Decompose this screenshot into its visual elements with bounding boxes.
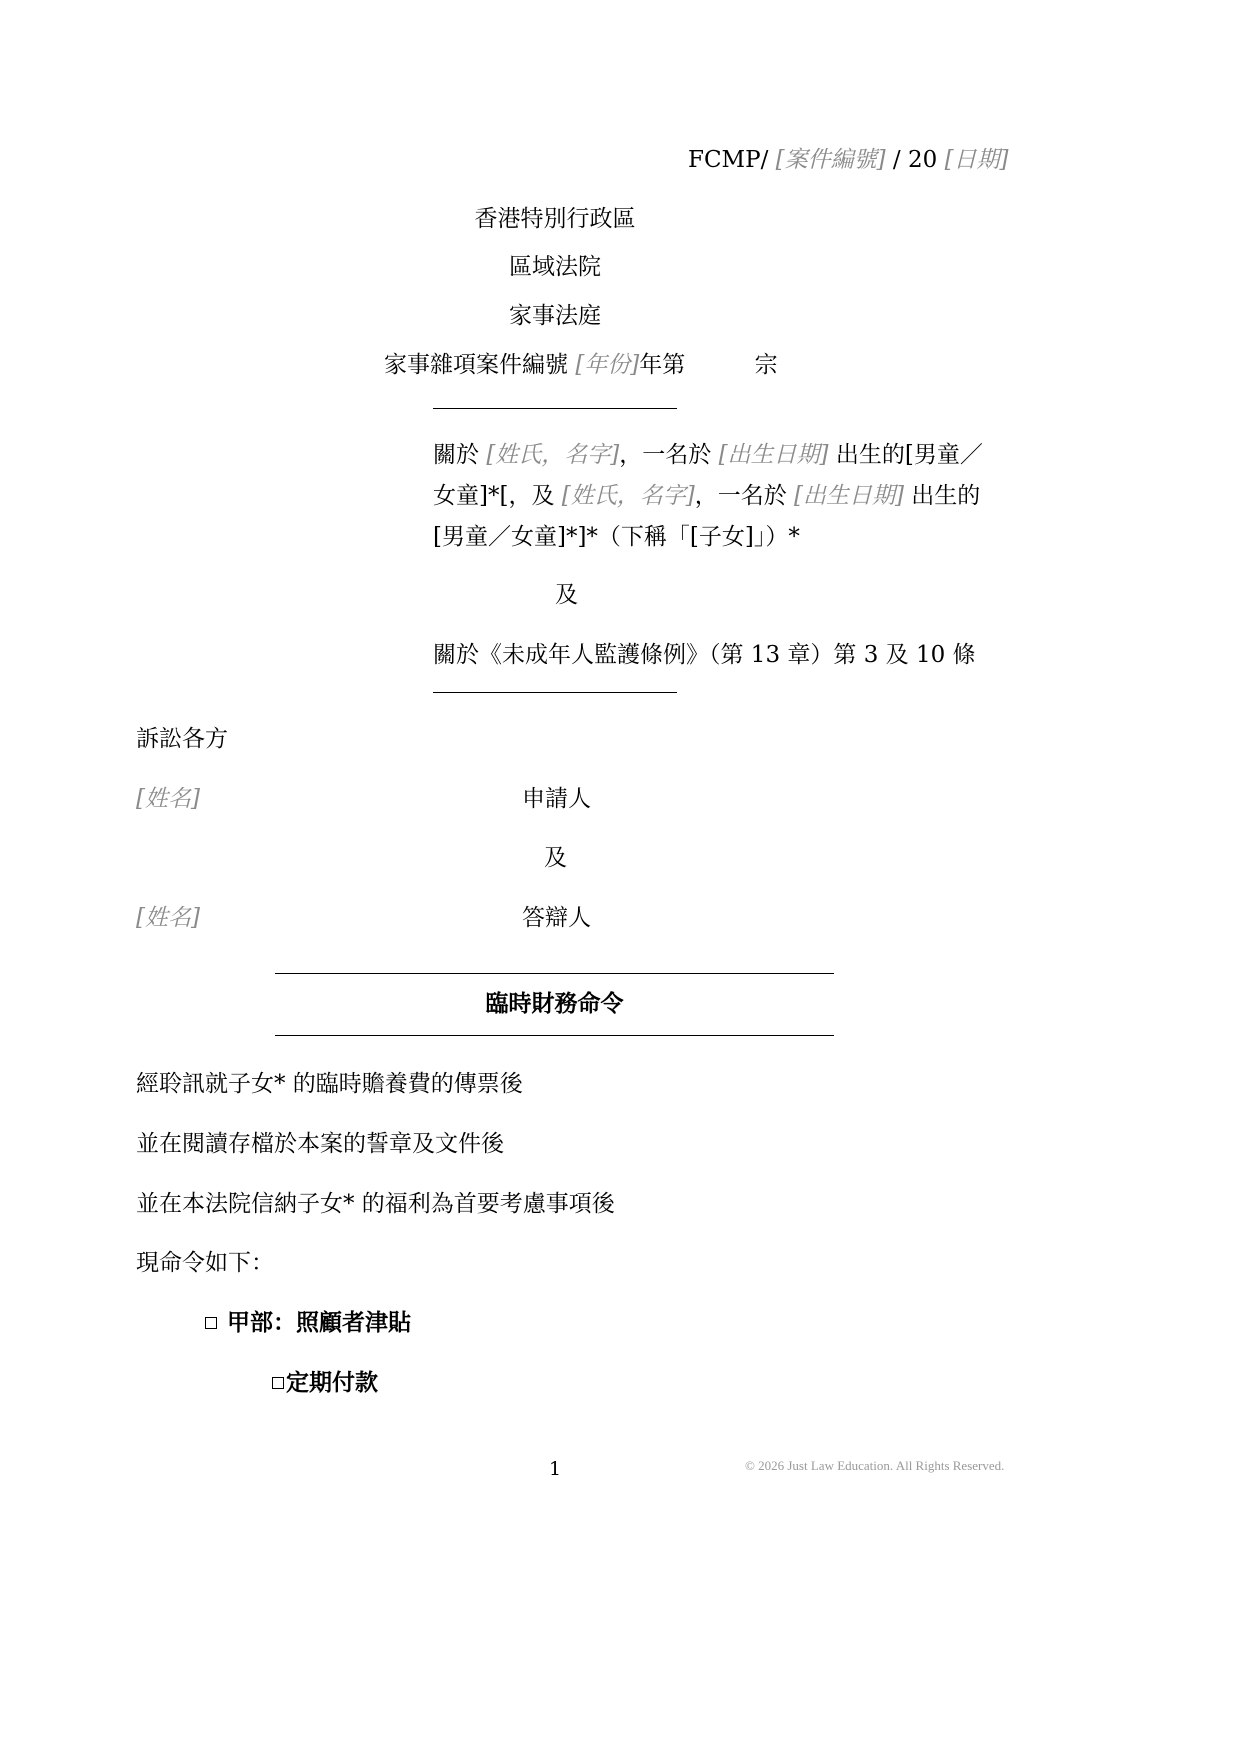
order-intro: 現命令如下： <box>136 1250 274 1276</box>
matter-line-2 <box>433 481 980 511</box>
matter-text: ，一名於 <box>694 483 787 509</box>
case-no-year-placeholder: [年份] <box>575 352 640 378</box>
matter-and: 及 <box>555 582 578 608</box>
child2-dob-placeholder: [出生日期] <box>794 483 904 509</box>
case-no-mid: 年第 <box>639 352 686 378</box>
respondent-role: 答辯人 <box>522 905 591 931</box>
case-no-prefix: 家事雜項案件編號 <box>384 352 568 378</box>
part-a-checkbox[interactable] <box>205 1317 217 1329</box>
case-no-suffix: 宗 <box>754 352 778 378</box>
title-rule-bottom <box>275 1035 834 1036</box>
parties-and: 及 <box>544 845 567 871</box>
matter-text: 關於 <box>433 442 479 468</box>
title-rule-top <box>275 973 834 974</box>
page-number: 1 <box>549 1458 562 1480</box>
ref-prefix: FCMP/ <box>688 147 769 173</box>
recital-hearing: 經聆訊就子女* 的臨時贍養費的傳票後 <box>136 1071 523 1097</box>
matter-line-1 <box>433 440 983 470</box>
order-title: 臨時財務命令 <box>485 990 624 1017</box>
recital-affidavits: 並在閱讀存檔於本案的誓章及文件後 <box>136 1131 504 1157</box>
copyright-notice: © 2026 Just Law Education. All Rights Reserved. <box>745 1458 1005 1473</box>
recital-welfare: 並在本法院信納子女* 的福利為首要考慮事項後 <box>136 1191 615 1217</box>
divider-middle <box>433 692 677 693</box>
part-a-label: 甲部：照顧者津貼 <box>227 1309 411 1336</box>
divider-top <box>433 408 677 409</box>
ref-mid: / 20 <box>892 147 938 173</box>
matter-text: ，一名於 <box>619 442 712 468</box>
child2-name-placeholder: [姓氏，名字] <box>561 483 695 509</box>
child1-dob-placeholder: [出生日期] <box>718 442 829 468</box>
court-division: 家事法庭 <box>509 303 601 329</box>
part-a-option <box>205 1308 411 1338</box>
court-region: 香港特別行政區 <box>474 206 636 232</box>
applicant-name-placeholder: [姓名] <box>136 786 200 812</box>
court-name: 區域法院 <box>509 254 601 280</box>
case-number <box>384 350 778 380</box>
ref-date-placeholder: [日期] <box>944 147 1009 173</box>
applicant-role: 申請人 <box>522 786 591 812</box>
child1-name-placeholder: [姓氏，名字] <box>486 442 620 468</box>
ref-case-placeholder: [案件編號] <box>775 147 886 173</box>
case-reference <box>688 145 1009 175</box>
respondent-name-placeholder: [姓名] <box>136 905 200 931</box>
periodic-payment-checkbox[interactable] <box>272 1377 284 1389</box>
ordinance-line: 關於《未成年人監護條例》（第 13 章）第 3 及 10 條 <box>433 642 976 668</box>
matter-text: 女童]*[，及 <box>433 483 555 509</box>
periodic-payment-label: 定期付款 <box>286 1369 378 1396</box>
matter-line-3: [男童／女童]*]*（下稱「[子女]」）* <box>433 524 800 550</box>
periodic-payment-option <box>272 1368 378 1398</box>
matter-text: 出生的 <box>911 483 981 509</box>
matter-text: 出生的[男童／ <box>835 442 983 468</box>
parties-heading: 訴訟各方 <box>136 726 228 752</box>
